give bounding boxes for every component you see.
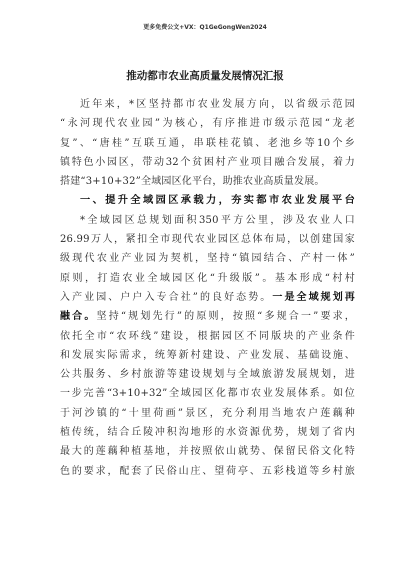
text-segment: 植传统，结合丘陵冲积沟地形的水资源优势，规划了省内 [60, 427, 355, 439]
text-line [60, 346, 355, 365]
document-body [60, 95, 355, 481]
text-segment: 依托全市“农环线”建设，根据园区不同版块的产业条件 [60, 330, 355, 342]
text-segment: 复”、“唐桂”互联互通，串联桂花镇、老池乡等10个乡 [60, 137, 355, 149]
text-line [60, 307, 355, 326]
text-line [60, 442, 355, 461]
text-segment: 公共服务、乡村旅游等建设规划与全域旅游发展规划，进 [60, 369, 355, 381]
text-line [60, 288, 355, 307]
text-segment: 于河沙镇的“十里荷画”景区，充分利用当地农户莲藕种 [60, 407, 355, 419]
text-line [60, 423, 355, 442]
text-line [60, 327, 355, 346]
text-segment: 坚持“规划先行”的原则，按照“多规合一”要求， [96, 311, 355, 323]
text-segment: 原则，打造农业全域园区化“升级版”。基本形成“村村 [60, 272, 355, 284]
text-line [60, 134, 355, 153]
text-line [60, 462, 355, 481]
text-segment: 和发展实际需求，统筹新村建设、产业发展、基础设施、 [60, 349, 355, 361]
text-line [60, 269, 355, 288]
bold-phrase: 融合。 [60, 311, 97, 323]
bold-phrase: 一是全域规划再 [272, 291, 355, 303]
text-line [60, 365, 355, 384]
text-line [60, 114, 355, 133]
text-line [60, 404, 355, 423]
text-segment: 一、提升全域园区承载力，夯实都市农业发展平台 [80, 195, 355, 207]
text-segment: 入产业园、户户入专合社”的良好态势。 [60, 291, 273, 303]
text-segment: 级现代农业产业园为契机，坚持“镇园结合、产村一体” [60, 253, 355, 265]
text-line [60, 230, 355, 249]
page-header: 更多免费公文+VX：Q1GeGongWen2024 [143, 24, 267, 31]
text-segment: *全域园区总规划面积350平方公里，涉及农业人口 [80, 214, 355, 226]
text-segment: “永河现代农业园”为核心，有序推进市级示范园“龙老 [60, 118, 355, 130]
text-line [60, 384, 355, 403]
text-line [60, 153, 355, 172]
document-title: 推动都市农业高质量发展情况汇报 [126, 70, 284, 82]
text-segment: 最大的莲藕种植基地，并按照依山就势、保留民俗文化特 [60, 446, 355, 458]
section-heading [60, 191, 355, 210]
text-line [60, 249, 355, 268]
text-segment: 色的要求，配套了民俗山庄、望荷亭、五彩栈道等乡村旅 [60, 465, 355, 477]
text-segment: 26.99万人，紧扣全市现代农业园区总体布局，以创建国家 [60, 234, 355, 246]
text-segment: 近年来，*区坚持都市农业发展方向，以省级示范园 [80, 99, 355, 110]
text-segment: 镇特色小园区，带动32个贫困村产业项目融合发展，着力 [60, 156, 355, 168]
text-line [60, 95, 355, 114]
text-line [60, 172, 355, 191]
text-segment: 搭建“3+10+32”全域园区化平台，助推农业高质量发展。 [60, 176, 325, 188]
text-line [60, 211, 355, 230]
text-segment: 一步完善“3+10+32”全域园区化都市农业发展体系。如位 [60, 388, 355, 400]
